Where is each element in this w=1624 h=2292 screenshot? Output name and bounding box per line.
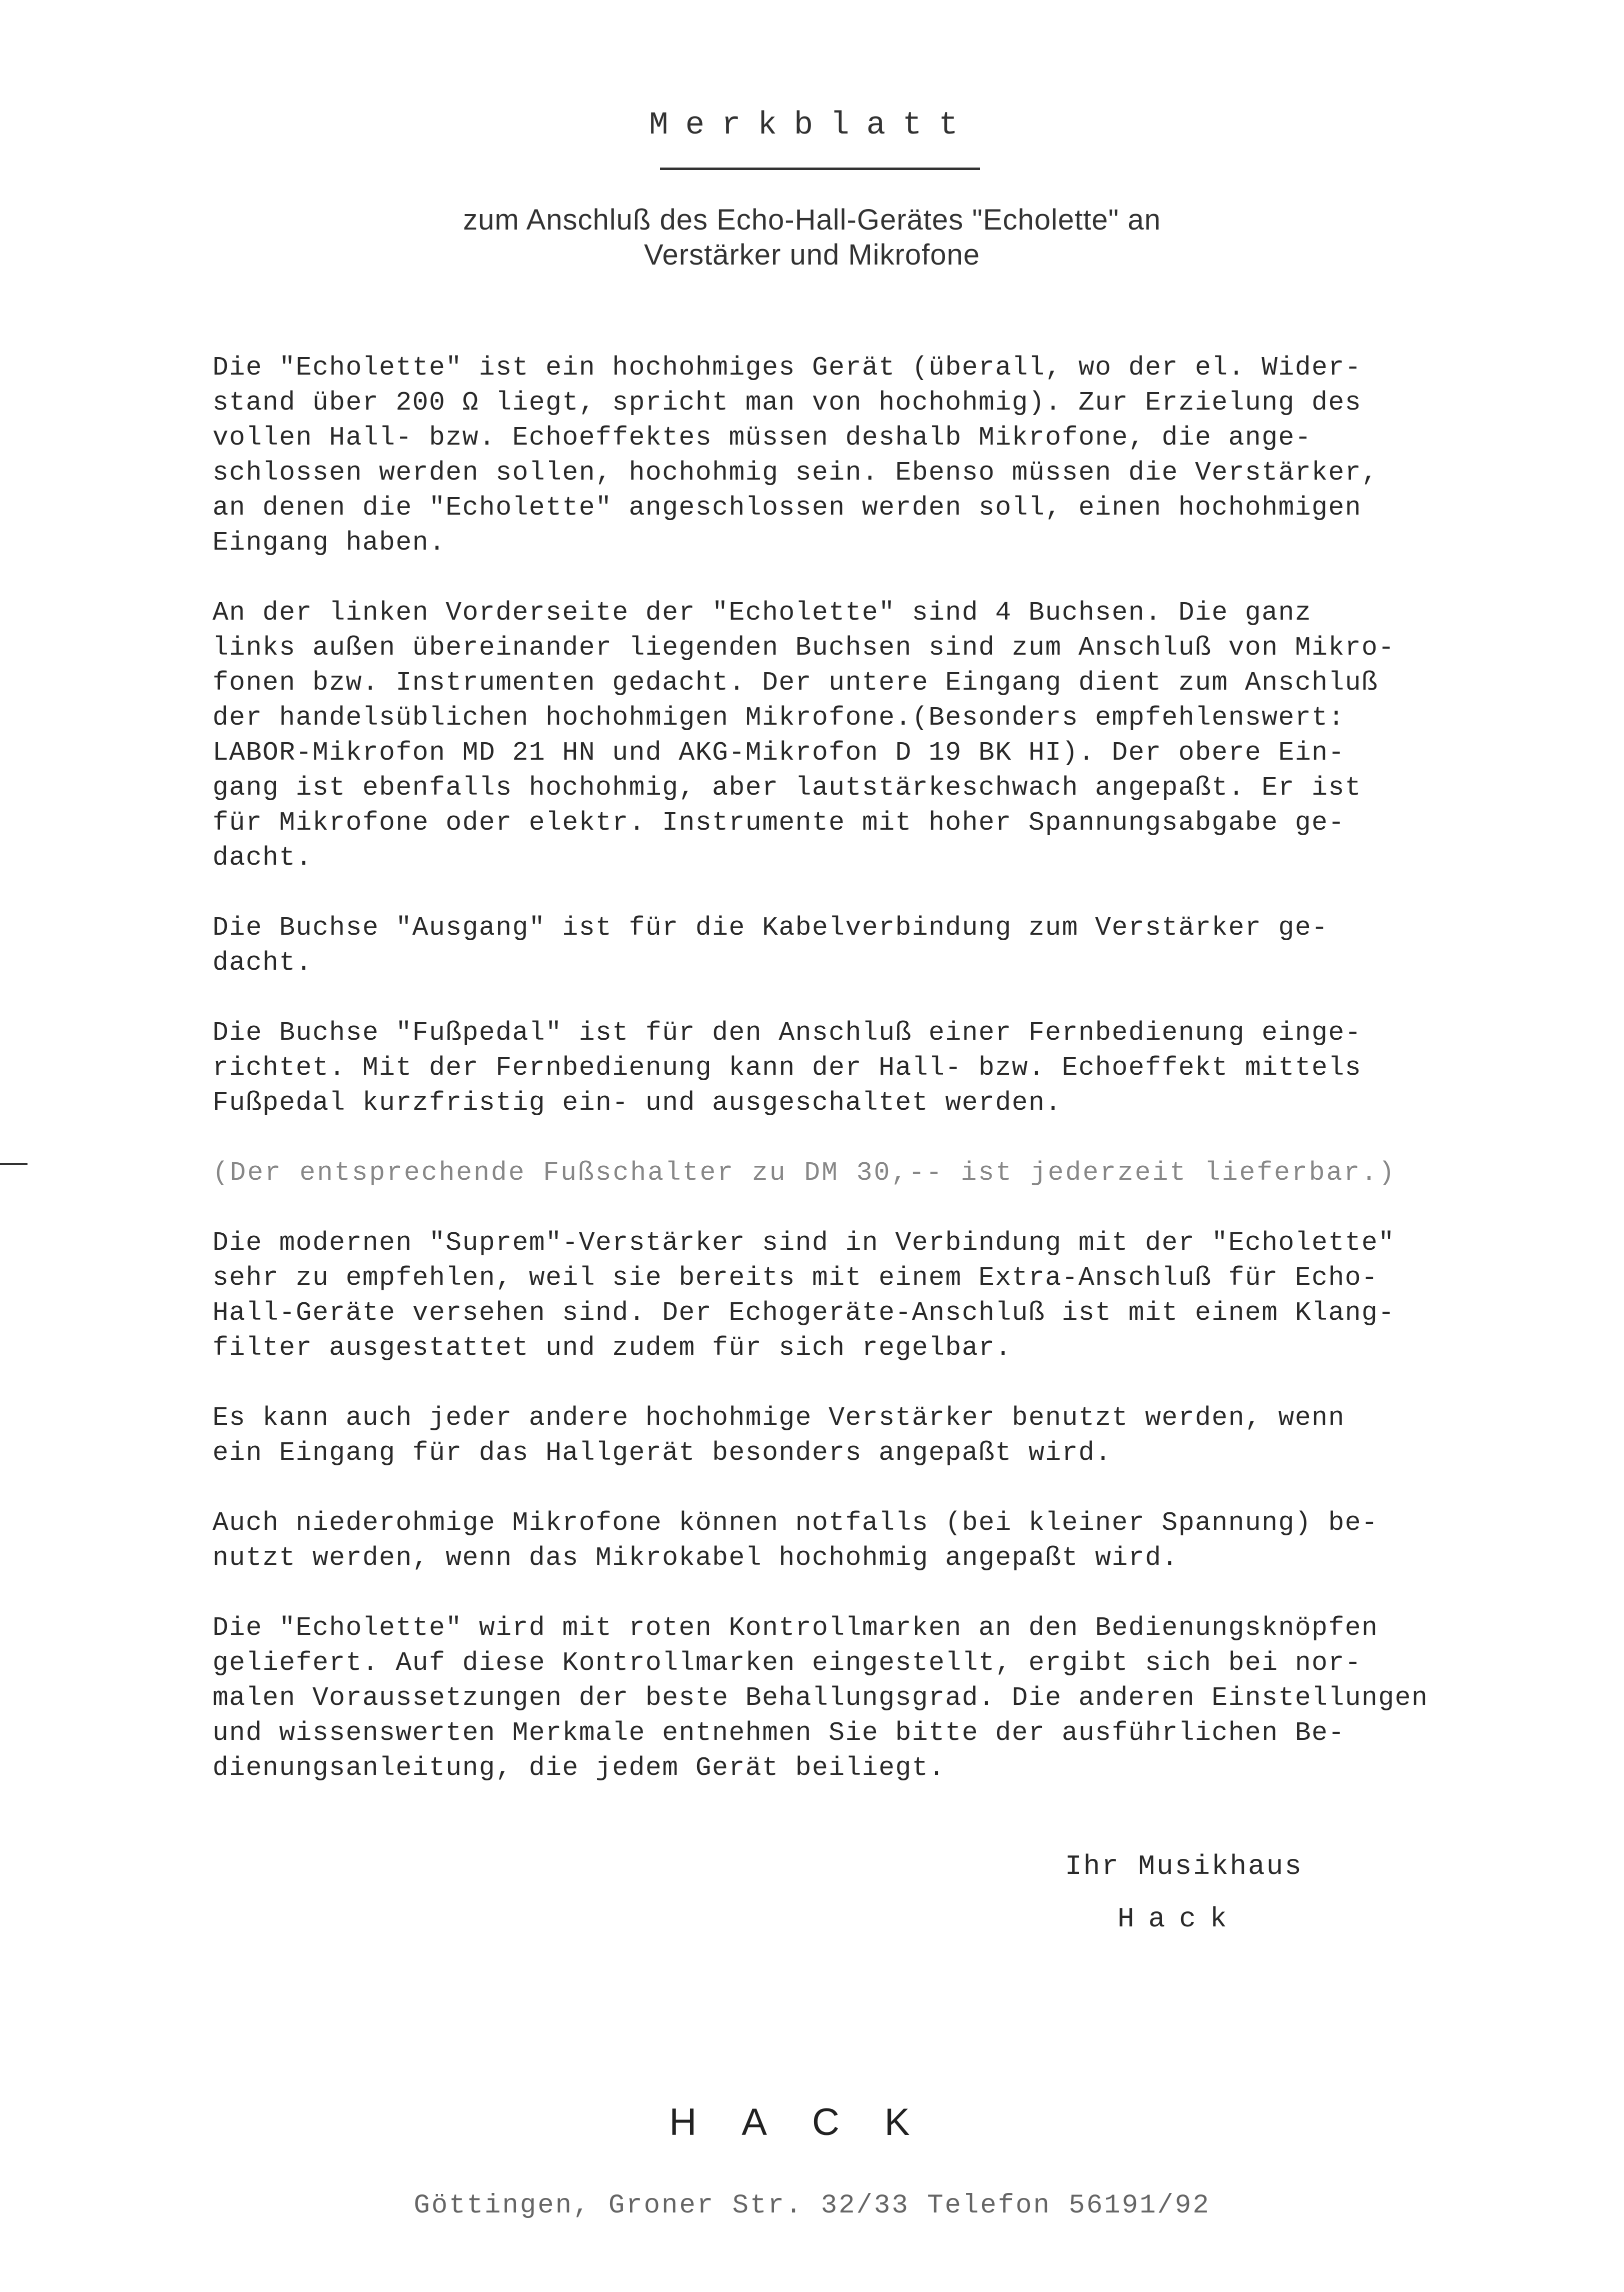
paragraph-footpedal: Die Buchse "Fußpedal" ist für den Anschluß einer Fernbedienung einge- richtet. Mit der Fernbedienung kann der Hall- bzw. Echoeffekt mittels Fußpedal kurzfristig ein- und ausgeschaltet werden.	[212, 1018, 1362, 1118]
closing-line-1: Ihr Musikhaus	[1065, 1850, 1303, 1882]
margin-mark	[0, 1163, 28, 1165]
paragraph-output: Die Buchse "Ausgang" ist für die Kabelverbindung zum Verstärker ge- dacht.	[212, 913, 1328, 978]
paragraph-low-impedance-mics: Auch niederohmige Mikrofone können notfalls (bei kleiner Spannung) be- nutzt werden, wenn das Mikrokabel hochohmig angepaßt wird.	[212, 1508, 1378, 1573]
document-body	[212, 350, 1542, 1820]
paragraph-other-amplifiers: Es kann auch jeder andere hochohmige Verstärker benutzt werden, wenn ein Eingang für das Hallgerät besonders angepaßt wird.	[212, 1403, 1345, 1468]
paragraph-suprem: Die modernen "Suprem"-Verstärker sind in Verbindung mit der "Echolette" sehr zu empfehlen, weil sie bereits mit einem Extra-Anschluß für Echo- Hall-Geräte versehen sind. Der Echogeräte-Anschluß ist mit einem Klang- filter ausgestattet und zudem für sich regelbar.	[212, 1228, 1395, 1363]
footer-address: Göttingen, Groner Str. 32/33 Telefon 56191/92	[414, 2190, 1210, 2221]
paragraph-inputs: An der linken Vorderseite der "Echolette" sind 4 Buchsen. Die ganz links außen übereinander liegenden Buchsen sind zum Anschluß von Mikro- fonen bzw. Instrumenten gedacht. Der untere Eingang dient zum Anschluß der handelsüblichen hochohmigen Mikrofone.(Besonders empfehlenswert: LABOR-Mikrofon MD 21 HN und AKG-Mikrofon D 19 BK HI). Der obere Ein- gang ist ebenfalls hochohmig, aber lautstärkeschwach angepaßt. Er ist für Mikrofone oder elektr. Instrumente mit hoher Spannungsabgabe ge- dacht.	[212, 598, 1395, 873]
closing-line-2: Hack	[1118, 1903, 1241, 1935]
subtitle-line-2: Verstärker und Mikrofone	[644, 239, 980, 271]
page-title: Merkblatt	[649, 108, 975, 144]
note-footswitch: (Der entsprechende Fußschalter zu DM 30,-- ist jederzeit lieferbar.)	[212, 1158, 1396, 1188]
paragraph-impedance: Die "Echolette" ist ein hochohmiges Gerät (überall, wo der el. Wider- stand über 200 Ω liegt, spricht man von hochohmig). Zur Erzielung des vollen Hall- bzw. Echoeffektes müssen deshalb Mikrofone, die ange- schlossen werden sollen, hochohmig sein. Ebenso müssen die Verstärker, an denen die "Echolette" angeschlossen werden soll, einen hochohmigen Eingang haben.	[212, 353, 1378, 558]
title-underline	[660, 168, 980, 170]
subtitle	[0, 203, 1624, 273]
subtitle-line-1: zum Anschluß des Echo-Hall-Gerätes "Echolette" an	[463, 204, 1161, 236]
paragraph-control-marks: Die "Echolette" wird mit roten Kontrollmarken an den Bedienungsknöpfen geliefert. Auf diese Kontrollmarken eingestellt, ergibt sich bei nor- malen Voraussetzungen der beste Behallungsgrad. Die anderen Einstellungen und wissenswerten Merkmale entnehmen Sie bitte der ausführlichen Be- dienungsanleitung, die jedem Gerät beiliegt.	[212, 1613, 1428, 1783]
closing-signature	[1065, 1840, 1303, 1945]
footer-brand: HACK	[669, 2101, 955, 2143]
